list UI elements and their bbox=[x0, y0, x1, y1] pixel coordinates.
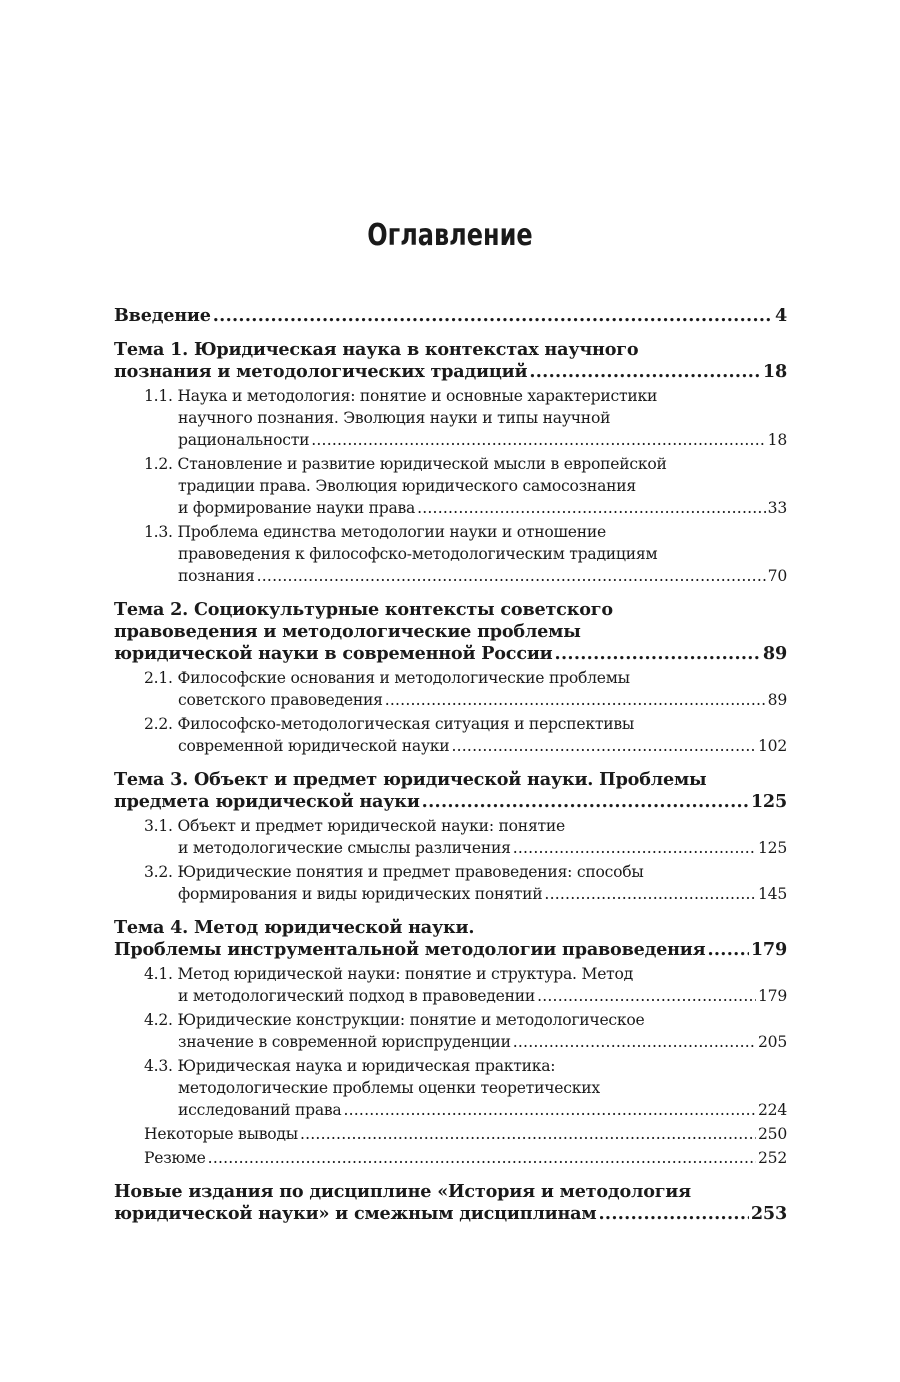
toc-page-number: 253 bbox=[750, 1203, 787, 1224]
toc-chapter-entry[interactable] bbox=[114, 1181, 787, 1225]
toc-entry-title-line: юридической науки в современной России bbox=[114, 643, 553, 664]
toc-entry-title-line: Новые издания по дисциплине «История и методология bbox=[114, 1181, 691, 1202]
toc-entry-title-line: 1.3. Проблема единства методологии науки и отношение bbox=[144, 523, 607, 541]
toc-entry-title-line: и формирование науки права bbox=[178, 499, 416, 517]
toc-dot-leader bbox=[311, 429, 765, 451]
toc-entry-title-line: Некоторые выводы bbox=[144, 1125, 298, 1143]
toc-entry-title-line: 2.2. Философско-методологическая ситуация и перспективы bbox=[144, 715, 635, 733]
toc-entry-title-line: современной юридической науки bbox=[178, 737, 450, 755]
toc-entry-title-line: 3.1. Объект и предмет юридической науки: понятие bbox=[144, 817, 566, 835]
toc-page-number: 18 bbox=[767, 431, 787, 449]
toc-dot-leader bbox=[417, 497, 766, 519]
toc-dot-leader bbox=[385, 689, 766, 711]
toc-entry-title-line: исследований права bbox=[178, 1101, 342, 1119]
toc-dot-leader bbox=[537, 985, 756, 1007]
toc-dot-leader bbox=[213, 305, 773, 327]
toc-chapter-entry[interactable] bbox=[114, 305, 787, 327]
toc-page-number: 179 bbox=[750, 939, 787, 960]
toc-section-entry[interactable] bbox=[114, 521, 787, 587]
toc-dot-leader bbox=[513, 1031, 756, 1053]
toc-page-number: 145 bbox=[757, 885, 787, 903]
toc-entry-title-line: Проблемы инструментальной методологии правоведения bbox=[114, 939, 706, 960]
toc-entry-title-line: советского правоведения bbox=[178, 691, 383, 709]
toc-entry-title-line: формирования и виды юридических понятий bbox=[178, 885, 543, 903]
toc-dot-leader bbox=[513, 837, 756, 859]
toc-page-number: 252 bbox=[757, 1149, 787, 1167]
toc-entry-title-line: 4.2. Юридические конструкции: понятие и методологическое bbox=[144, 1011, 645, 1029]
toc-entry-title-line: 1.2. Становление и развитие юридической мысли в европейской bbox=[144, 455, 667, 473]
toc-section-entry[interactable] bbox=[114, 861, 787, 905]
toc-chapter-entry[interactable] bbox=[114, 917, 787, 961]
toc-section-entry[interactable] bbox=[114, 667, 787, 711]
toc-entry-title-line: Тема 3. Объект и предмет юридической науки. Проблемы bbox=[114, 769, 707, 790]
toc-entry-title-line: 1.1. Наука и методология: понятие и основные характеристики bbox=[144, 387, 658, 405]
toc-dot-leader bbox=[343, 1099, 756, 1121]
toc-entry-title-line: 2.1. Философские основания и методологические проблемы bbox=[144, 669, 630, 687]
toc-entry-title-line: познания и методологических традиций bbox=[114, 361, 528, 382]
toc-entry-title-line: познания bbox=[178, 567, 255, 585]
toc-dot-leader bbox=[555, 643, 761, 665]
toc-entry-title-line: Тема 2. Социокультурные контексты советского bbox=[114, 599, 613, 620]
toc-dot-leader bbox=[598, 1203, 748, 1225]
toc-dot-leader bbox=[422, 791, 749, 813]
toc-section-entry[interactable] bbox=[114, 963, 787, 1007]
toc-dot-leader bbox=[208, 1147, 756, 1169]
toc-page-number: 125 bbox=[750, 791, 787, 812]
toc-entry-title-line: методологические проблемы оценки теоретических bbox=[178, 1079, 600, 1097]
toc-page-number: 89 bbox=[767, 691, 787, 709]
toc-section-entry[interactable] bbox=[114, 713, 787, 757]
toc-entry-title-line: 4.1. Метод юридической науки: понятие и структура. Метод bbox=[144, 965, 634, 983]
toc-entry-title-line: предмета юридической науки bbox=[114, 791, 420, 812]
toc-dot-leader bbox=[451, 735, 756, 757]
toc-page-number: 89 bbox=[762, 643, 787, 664]
toc-dot-leader bbox=[544, 883, 756, 905]
toc-chapter-entry[interactable] bbox=[114, 339, 787, 383]
toc-page-number: 179 bbox=[757, 987, 787, 1005]
toc-dot-leader bbox=[257, 565, 766, 587]
toc-section-entry[interactable] bbox=[114, 1055, 787, 1121]
toc-page-number: 224 bbox=[757, 1101, 787, 1119]
toc-entry-title-line: традиции права. Эволюция юридического самосознания bbox=[178, 477, 636, 495]
toc-section-entry[interactable] bbox=[114, 1009, 787, 1053]
toc-chapter-entry[interactable] bbox=[114, 599, 787, 665]
table-of-contents bbox=[114, 305, 787, 1225]
toc-entry-title-line: научного познания. Эволюция науки и типы научной bbox=[178, 409, 611, 427]
toc-entry-title-line: 3.2. Юридические понятия и предмет правоведения: способы bbox=[144, 863, 644, 881]
toc-entry-title-line: и методологические смыслы различения bbox=[178, 839, 511, 857]
toc-section-entry[interactable] bbox=[114, 453, 787, 519]
toc-entry-title-line: и методологический подход в правоведении bbox=[178, 987, 536, 1005]
page-title: Оглавление bbox=[367, 218, 533, 253]
toc-entry-title-line: правоведения к философско-методологическим традициям bbox=[178, 545, 658, 563]
toc-page-number: 125 bbox=[757, 839, 787, 857]
toc-page-number: 70 bbox=[767, 567, 787, 585]
toc-entry-title-line: значение в современной юриспруденции bbox=[178, 1033, 511, 1051]
toc-page-number: 18 bbox=[762, 361, 787, 382]
toc-entry-title-line: Тема 4. Метод юридической науки. bbox=[114, 917, 475, 938]
toc-dot-leader bbox=[529, 361, 761, 383]
toc-entry-title-line: рациональности bbox=[178, 431, 310, 449]
toc-section-entry[interactable] bbox=[114, 815, 787, 859]
toc-dot-leader bbox=[707, 939, 748, 961]
toc-page-number: 102 bbox=[757, 737, 787, 755]
toc-dot-leader bbox=[300, 1123, 756, 1145]
toc-entry-title-line: Тема 1. Юридическая наука в контекстах научного bbox=[114, 339, 639, 360]
toc-section-entry[interactable] bbox=[114, 1147, 787, 1169]
toc-page-number: 250 bbox=[757, 1125, 787, 1143]
toc-chapter-entry[interactable] bbox=[114, 769, 787, 813]
toc-section-entry[interactable] bbox=[114, 1123, 787, 1145]
toc-entry-title-line: 4.3. Юридическая наука и юридическая практика: bbox=[144, 1057, 556, 1075]
toc-entry-title-line: правоведения и методологические проблемы bbox=[114, 621, 581, 642]
toc-entry-title-line: Резюме bbox=[144, 1149, 206, 1167]
toc-entry-title-line: Введение bbox=[114, 305, 211, 326]
toc-page-number: 4 bbox=[774, 305, 787, 326]
toc-entry-title-line: юридической науки» и смежным дисциплинам bbox=[114, 1203, 597, 1224]
toc-page-number: 33 bbox=[767, 499, 787, 517]
toc-section-entry[interactable] bbox=[114, 385, 787, 451]
toc-page-number: 205 bbox=[757, 1033, 787, 1051]
